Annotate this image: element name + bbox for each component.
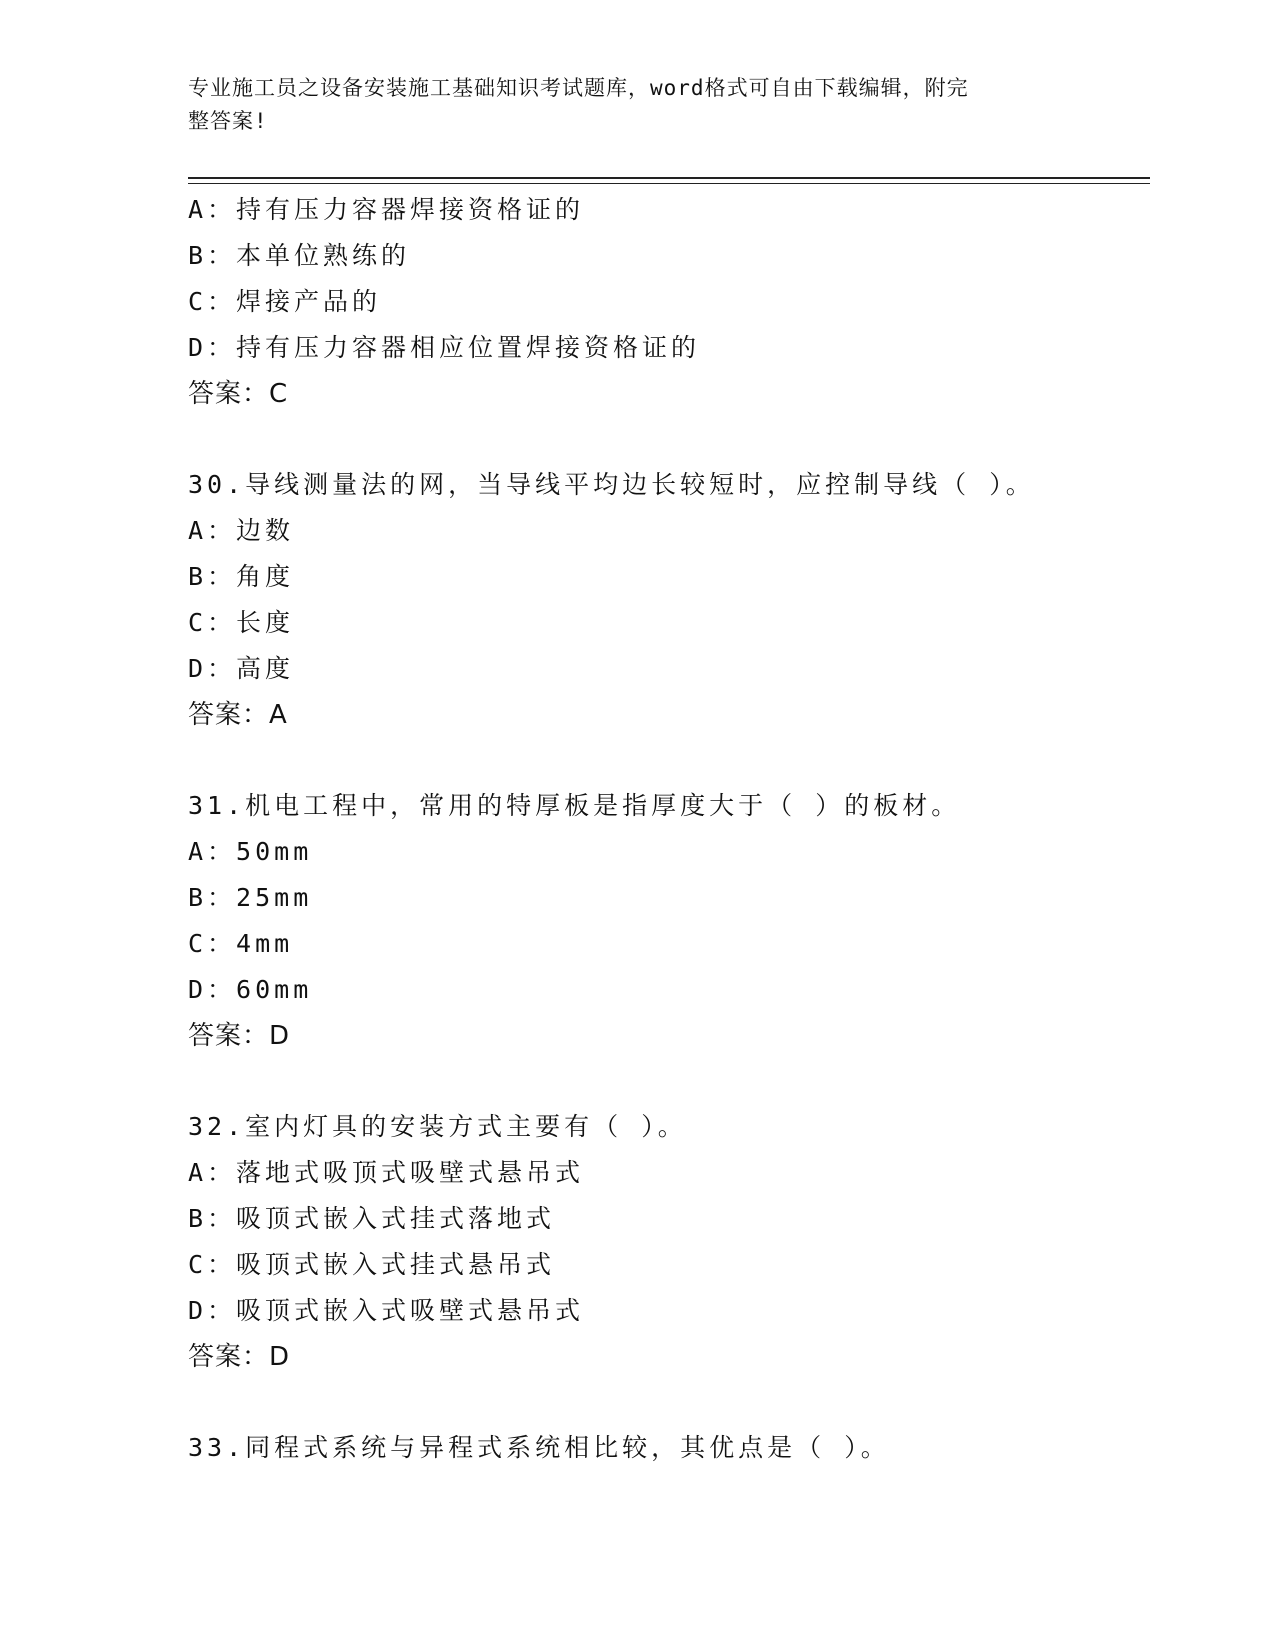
block-spacer	[188, 1380, 1148, 1425]
answer-line: 答案：D	[188, 1021, 291, 1051]
block-spacer	[188, 417, 1148, 462]
option-a: A：边数	[188, 516, 295, 545]
question-text: 30.导线测量法的网，当导线平均边长较短时，应控制导线（ ）。	[188, 470, 1035, 499]
block-spacer	[188, 738, 1148, 783]
header-divider-thin	[188, 183, 1150, 184]
option-d: D：吸顶式嵌入式吸壁式悬吊式	[188, 1296, 585, 1325]
option-b: B：本单位熟练的	[188, 241, 411, 270]
question-block-30	[188, 462, 1148, 738]
question-text: 31.机电工程中，常用的特厚板是指厚度大于（ ）的板材。	[188, 791, 961, 820]
header-line-1: 专业施工员之设备安装施工基础知识考试题库，word格式可自由下载编辑，附完	[188, 76, 969, 100]
answer-line: 答案：D	[188, 1342, 291, 1372]
option-b: B：25mm	[188, 883, 313, 912]
document-header	[188, 72, 1068, 138]
option-d: D：高度	[188, 654, 295, 683]
question-block-32	[188, 1104, 1148, 1380]
option-c: C：4mm	[188, 929, 294, 958]
answer-line: 答案：C	[188, 379, 289, 409]
question-text: 33.同程式系统与异程式系统相比较，其优点是（ ）。	[188, 1433, 890, 1462]
answer-line: 答案：A	[188, 700, 288, 730]
header-line-2: 整答案!	[188, 109, 268, 133]
question-text: 32.室内灯具的安装方式主要有（ ）。	[188, 1112, 687, 1141]
question-block-33	[188, 1425, 1148, 1471]
question-block-29	[188, 187, 1148, 417]
question-list	[188, 187, 1148, 1471]
option-b: B：角度	[188, 562, 295, 591]
option-a: A：50mm	[188, 837, 313, 866]
option-c: C：焊接产品的	[188, 287, 382, 316]
block-spacer	[188, 1059, 1148, 1104]
option-a: A：落地式吸顶式吸壁式悬吊式	[188, 1158, 585, 1187]
question-block-31	[188, 783, 1148, 1059]
header-divider-thick	[188, 177, 1150, 179]
option-c: C：吸顶式嵌入式挂式悬吊式	[188, 1250, 556, 1279]
option-d: D：持有压力容器相应位置焊接资格证的	[188, 333, 701, 362]
option-b: B：吸顶式嵌入式挂式落地式	[188, 1204, 556, 1233]
option-a: A：持有压力容器焊接资格证的	[188, 195, 585, 224]
option-d: D：60mm	[188, 975, 313, 1004]
option-c: C：长度	[188, 608, 295, 637]
